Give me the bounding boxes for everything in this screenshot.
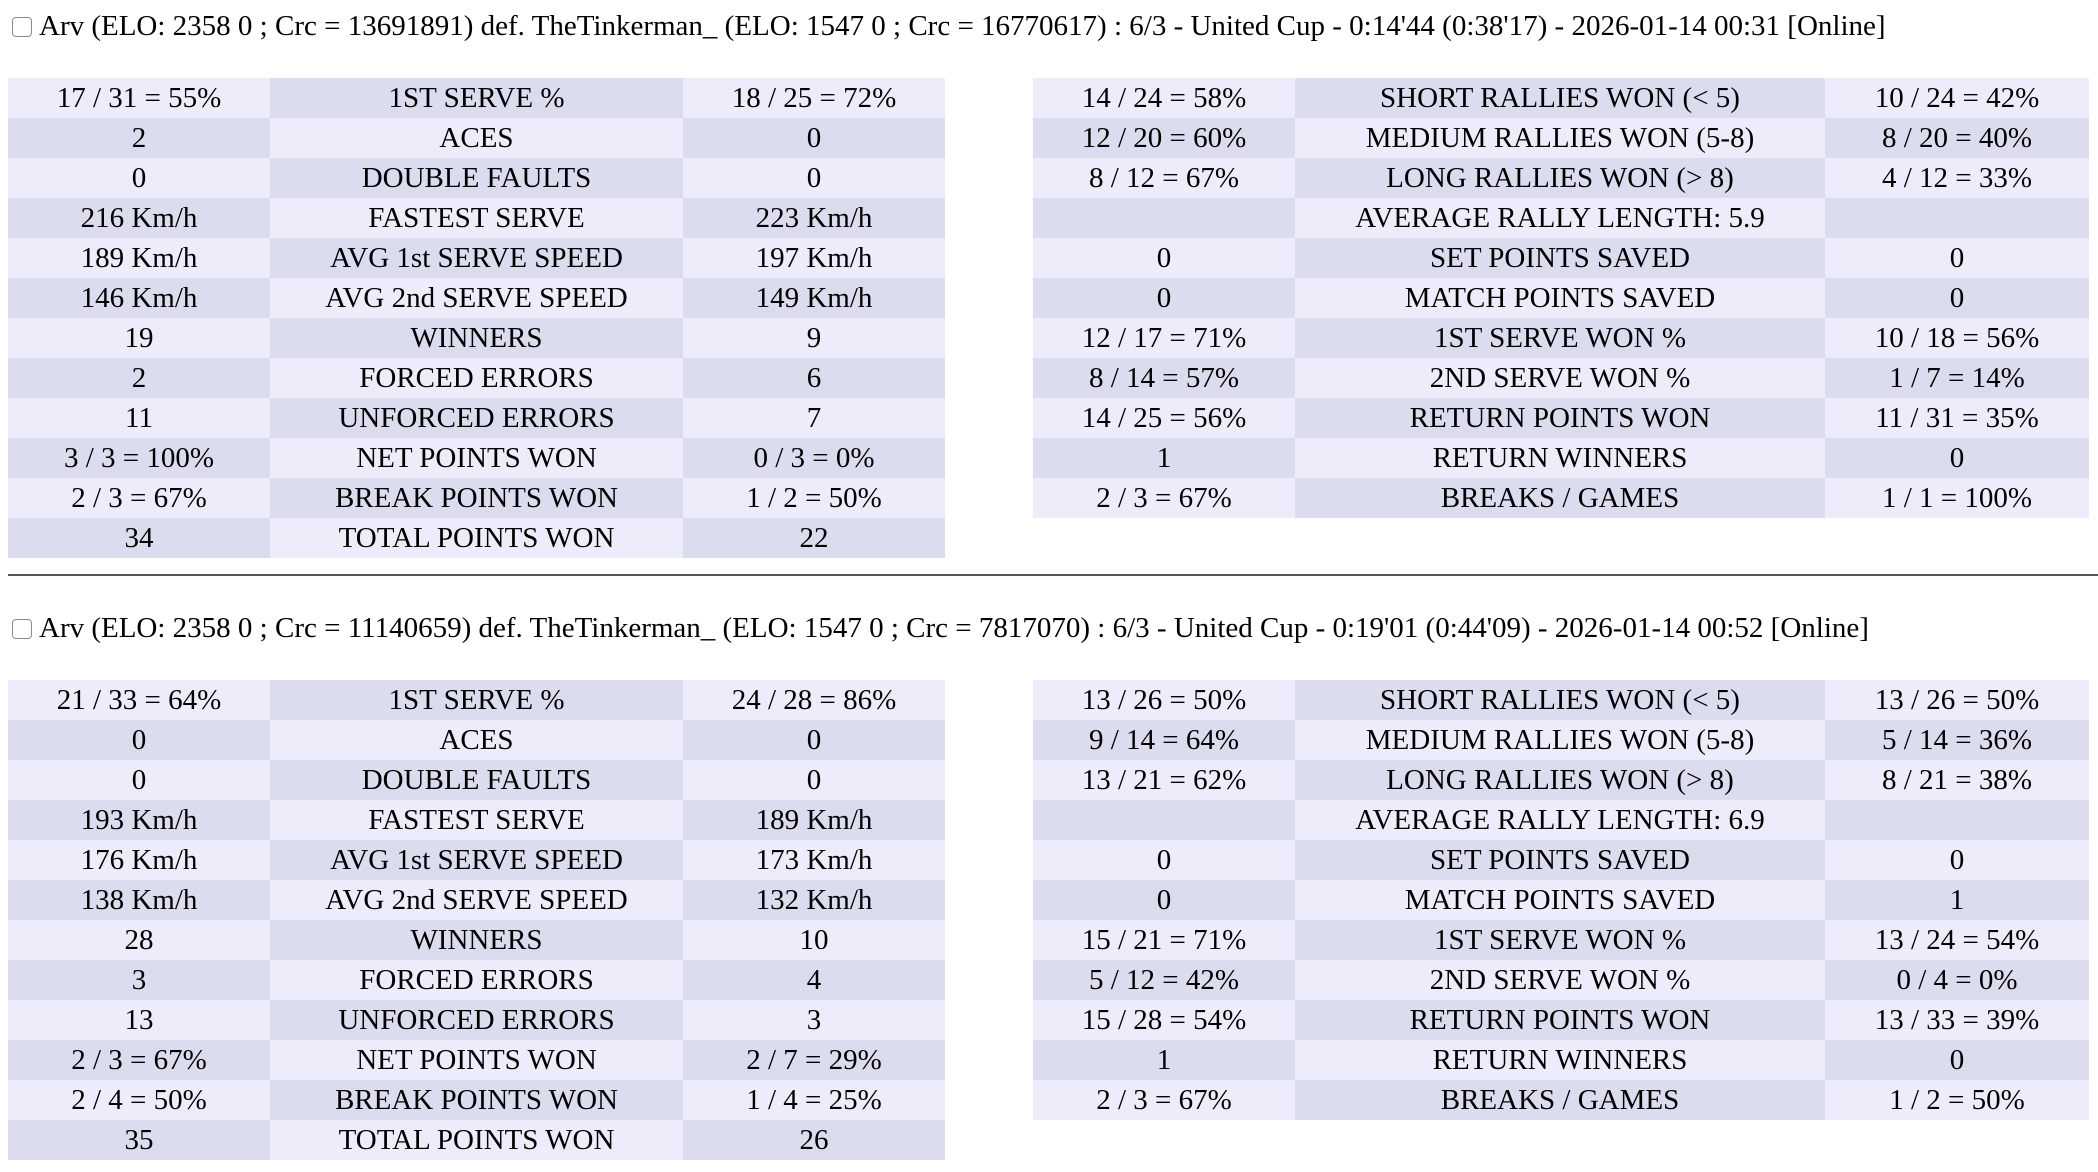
stat-label: AVG 2nd SERVE SPEED [270, 880, 683, 920]
stat-label: TOTAL POINTS WON [270, 518, 683, 558]
stat-row [1033, 118, 2089, 158]
player-two-value: 10 [683, 920, 945, 960]
player-one-value: 1 [1033, 438, 1295, 478]
stat-label: 2ND SERVE WON % [1295, 960, 1825, 1000]
stat-label: 1ST SERVE % [270, 78, 683, 118]
player-two-value: 4 [683, 960, 945, 1000]
player-two-value: 1 / 2 = 50% [683, 478, 945, 518]
stat-row [8, 760, 945, 800]
stat-row [1033, 318, 2089, 358]
player-one-value: 138 Km/h [8, 880, 270, 920]
stat-row [8, 238, 945, 278]
stat-row [1033, 78, 2089, 118]
player-one-value: 2 / 4 = 50% [8, 1080, 270, 1120]
player-one-value: 189 Km/h [8, 238, 270, 278]
player-one-value: 34 [8, 518, 270, 558]
player-two-value: 10 / 24 = 42% [1825, 78, 2089, 118]
player-two-value: 1 / 1 = 100% [1825, 478, 2089, 518]
player-one-value: 9 / 14 = 64% [1033, 720, 1295, 760]
player-one-value: 8 / 12 = 67% [1033, 158, 1295, 198]
player-two-value: 223 Km/h [683, 198, 945, 238]
match-header [12, 610, 1869, 646]
player-one-value: 2 [8, 118, 270, 158]
stat-label: DOUBLE FAULTS [270, 158, 683, 198]
stat-row [1033, 478, 2089, 518]
stat-row [8, 880, 945, 920]
player-one-value: 3 [8, 960, 270, 1000]
stat-row [8, 1120, 945, 1160]
stat-row [8, 1000, 945, 1040]
stat-row [8, 118, 945, 158]
player-one-value: 0 [1033, 238, 1295, 278]
player-one-value: 176 Km/h [8, 840, 270, 880]
stat-row [1033, 198, 2089, 238]
player-one-value: 21 / 33 = 64% [8, 680, 270, 720]
player-one-value: 0 [8, 158, 270, 198]
stat-label: SET POINTS SAVED [1295, 840, 1825, 880]
stat-row [1033, 1080, 2089, 1120]
player-two-value: 4 / 12 = 33% [1825, 158, 2089, 198]
stat-row [8, 398, 945, 438]
stat-label: 1ST SERVE WON % [1295, 318, 1825, 358]
player-two-value: 9 [683, 318, 945, 358]
stat-label: WINNERS [270, 920, 683, 960]
stat-label: NET POINTS WON [270, 1040, 683, 1080]
player-one-value [1033, 800, 1295, 840]
stat-row [8, 358, 945, 398]
stat-label: AVG 1st SERVE SPEED [270, 840, 683, 880]
stat-label: DOUBLE FAULTS [270, 760, 683, 800]
stat-label: ACES [270, 720, 683, 760]
player-two-value: 189 Km/h [683, 800, 945, 840]
stat-row [1033, 840, 2089, 880]
player-one-value: 8 / 14 = 57% [1033, 358, 1295, 398]
player-two-value: 0 [683, 720, 945, 760]
player-one-value: 19 [8, 318, 270, 358]
player-one-value: 146 Km/h [8, 278, 270, 318]
player-one-value: 11 [8, 398, 270, 438]
stat-label: BREAK POINTS WON [270, 478, 683, 518]
stat-row [1033, 880, 2089, 920]
stat-label: BREAKS / GAMES [1295, 1080, 1825, 1120]
player-one-value: 2 / 3 = 67% [1033, 1080, 1295, 1120]
stat-row [1033, 760, 2089, 800]
player-one-value: 193 Km/h [8, 800, 270, 840]
stat-label: TOTAL POINTS WON [270, 1120, 683, 1160]
stat-row [1033, 278, 2089, 318]
stat-label: SHORT RALLIES WON (< 5) [1295, 78, 1825, 118]
serve-stats-table [8, 680, 945, 1160]
stat-label: SET POINTS SAVED [1295, 238, 1825, 278]
stat-label: RETURN POINTS WON [1295, 1000, 1825, 1040]
stat-label: 1ST SERVE % [270, 680, 683, 720]
stat-row [8, 1080, 945, 1120]
match-title: Arv (ELO: 2358 0 ; Crc = 11140659) def. TheTinkerman_ (ELO: 1547 0 ; Crc = 7817070) : 6/3 - United Cup - 0:19'01 (0:44'09) - 2026-01-14 00:52 [Online] [39, 611, 1869, 644]
player-two-value: 5 / 14 = 36% [1825, 720, 2089, 760]
stat-label: MEDIUM RALLIES WON (5-8) [1295, 720, 1825, 760]
stat-label: AVERAGE RALLY LENGTH: 5.9 [1295, 198, 1825, 238]
player-two-value: 11 / 31 = 35% [1825, 398, 2089, 438]
player-two-value: 7 [683, 398, 945, 438]
stat-label: AVG 2nd SERVE SPEED [270, 278, 683, 318]
stat-label: FORCED ERRORS [270, 960, 683, 1000]
player-two-value: 8 / 21 = 38% [1825, 760, 2089, 800]
stat-label: AVG 1st SERVE SPEED [270, 238, 683, 278]
stat-label: FASTEST SERVE [270, 800, 683, 840]
player-one-value: 28 [8, 920, 270, 960]
rally-stats-table [1033, 78, 2089, 518]
player-two-value: 0 [1825, 840, 2089, 880]
player-one-value: 2 / 3 = 67% [8, 1040, 270, 1080]
player-two-value: 24 / 28 = 86% [683, 680, 945, 720]
match-checkbox[interactable] [12, 619, 32, 639]
player-two-value: 10 / 18 = 56% [1825, 318, 2089, 358]
player-one-value: 5 / 12 = 42% [1033, 960, 1295, 1000]
player-two-value [1825, 198, 2089, 238]
player-two-value: 18 / 25 = 72% [683, 78, 945, 118]
stat-row [1033, 358, 2089, 398]
match-checkbox[interactable] [12, 17, 32, 37]
match-title: Arv (ELO: 2358 0 ; Crc = 13691891) def. TheTinkerman_ (ELO: 1547 0 ; Crc = 16770617) : 6/3 - United Cup - 0:14'44 (0:38'17) - 2026-01-14 00:31 [Online] [39, 9, 1886, 42]
player-one-value: 0 [8, 760, 270, 800]
player-one-value: 13 / 21 = 62% [1033, 760, 1295, 800]
player-one-value: 2 / 3 = 67% [1033, 478, 1295, 518]
stat-label: MATCH POINTS SAVED [1295, 278, 1825, 318]
player-two-value: 2 / 7 = 29% [683, 1040, 945, 1080]
stat-row [8, 318, 945, 358]
stat-row [1033, 158, 2089, 198]
rally-stats-table [1033, 680, 2089, 1120]
stat-label: LONG RALLIES WON (> 8) [1295, 760, 1825, 800]
stat-row [1033, 398, 2089, 438]
stat-row [1033, 238, 2089, 278]
player-two-value: 149 Km/h [683, 278, 945, 318]
player-one-value: 2 / 3 = 67% [8, 478, 270, 518]
player-one-value: 14 / 24 = 58% [1033, 78, 1295, 118]
stat-label: 2ND SERVE WON % [1295, 358, 1825, 398]
stat-label: BREAKS / GAMES [1295, 478, 1825, 518]
stat-row [1033, 800, 2089, 840]
player-two-value: 173 Km/h [683, 840, 945, 880]
stat-row [1033, 920, 2089, 960]
player-two-value: 0 [1825, 438, 2089, 478]
player-two-value: 1 [1825, 880, 2089, 920]
player-one-value: 12 / 20 = 60% [1033, 118, 1295, 158]
stat-label: BREAK POINTS WON [270, 1080, 683, 1120]
player-two-value: 0 [1825, 238, 2089, 278]
player-one-value: 17 / 31 = 55% [8, 78, 270, 118]
stat-row [1033, 680, 2089, 720]
stat-label: SHORT RALLIES WON (< 5) [1295, 680, 1825, 720]
player-two-value: 8 / 20 = 40% [1825, 118, 2089, 158]
stat-row [1033, 1000, 2089, 1040]
player-two-value: 0 / 4 = 0% [1825, 960, 2089, 1000]
serve-stats-table [8, 78, 945, 558]
player-one-value: 15 / 28 = 54% [1033, 1000, 1295, 1040]
stat-row [8, 800, 945, 840]
player-one-value: 0 [1033, 880, 1295, 920]
stat-row [1033, 720, 2089, 760]
stat-label: ACES [270, 118, 683, 158]
stat-row [8, 438, 945, 478]
stat-label: WINNERS [270, 318, 683, 358]
stat-row [8, 518, 945, 558]
stat-label: MEDIUM RALLIES WON (5-8) [1295, 118, 1825, 158]
stat-label: MATCH POINTS SAVED [1295, 880, 1825, 920]
player-one-value: 2 [8, 358, 270, 398]
stat-row [8, 158, 945, 198]
stat-row [8, 278, 945, 318]
player-two-value: 13 / 24 = 54% [1825, 920, 2089, 960]
stat-row [8, 920, 945, 960]
stat-label: FORCED ERRORS [270, 358, 683, 398]
stat-label: 1ST SERVE WON % [1295, 920, 1825, 960]
player-one-value: 35 [8, 1120, 270, 1160]
player-two-value: 0 [1825, 1040, 2089, 1080]
stat-label: RETURN WINNERS [1295, 1040, 1825, 1080]
player-two-value: 3 [683, 1000, 945, 1040]
player-two-value: 13 / 26 = 50% [1825, 680, 2089, 720]
player-two-value: 0 [683, 158, 945, 198]
stat-row [8, 1040, 945, 1080]
stat-row [8, 840, 945, 880]
stat-label: FASTEST SERVE [270, 198, 683, 238]
player-two-value: 22 [683, 518, 945, 558]
player-two-value: 0 / 3 = 0% [683, 438, 945, 478]
player-two-value [1825, 800, 2089, 840]
player-one-value: 12 / 17 = 71% [1033, 318, 1295, 358]
stat-row [8, 78, 945, 118]
player-one-value: 13 / 26 = 50% [1033, 680, 1295, 720]
stat-label: UNFORCED ERRORS [270, 1000, 683, 1040]
stat-row [8, 198, 945, 238]
player-two-value: 1 / 4 = 25% [683, 1080, 945, 1120]
match-header [12, 8, 1886, 44]
player-two-value: 0 [683, 118, 945, 158]
player-two-value: 0 [1825, 278, 2089, 318]
player-one-value: 13 [8, 1000, 270, 1040]
stat-row [8, 720, 945, 760]
player-two-value: 6 [683, 358, 945, 398]
stat-label: NET POINTS WON [270, 438, 683, 478]
player-two-value: 132 Km/h [683, 880, 945, 920]
stat-row [8, 960, 945, 1000]
stat-label: UNFORCED ERRORS [270, 398, 683, 438]
player-one-value [1033, 198, 1295, 238]
stat-label: LONG RALLIES WON (> 8) [1295, 158, 1825, 198]
match-separator [8, 574, 2098, 576]
stat-row [8, 478, 945, 518]
stat-row [8, 680, 945, 720]
player-two-value: 1 / 7 = 14% [1825, 358, 2089, 398]
stat-row [1033, 960, 2089, 1000]
player-one-value: 1 [1033, 1040, 1295, 1080]
player-two-value: 26 [683, 1120, 945, 1160]
player-two-value: 1 / 2 = 50% [1825, 1080, 2089, 1120]
player-two-value: 0 [683, 760, 945, 800]
player-one-value: 0 [8, 720, 270, 760]
player-one-value: 0 [1033, 840, 1295, 880]
player-one-value: 216 Km/h [8, 198, 270, 238]
stat-label: RETURN WINNERS [1295, 438, 1825, 478]
stat-row [1033, 438, 2089, 478]
stat-row [1033, 1040, 2089, 1080]
stat-label: RETURN POINTS WON [1295, 398, 1825, 438]
stat-label: AVERAGE RALLY LENGTH: 6.9 [1295, 800, 1825, 840]
player-two-value: 197 Km/h [683, 238, 945, 278]
player-one-value: 3 / 3 = 100% [8, 438, 270, 478]
player-one-value: 0 [1033, 278, 1295, 318]
player-two-value: 13 / 33 = 39% [1825, 1000, 2089, 1040]
player-one-value: 15 / 21 = 71% [1033, 920, 1295, 960]
player-one-value: 14 / 25 = 56% [1033, 398, 1295, 438]
